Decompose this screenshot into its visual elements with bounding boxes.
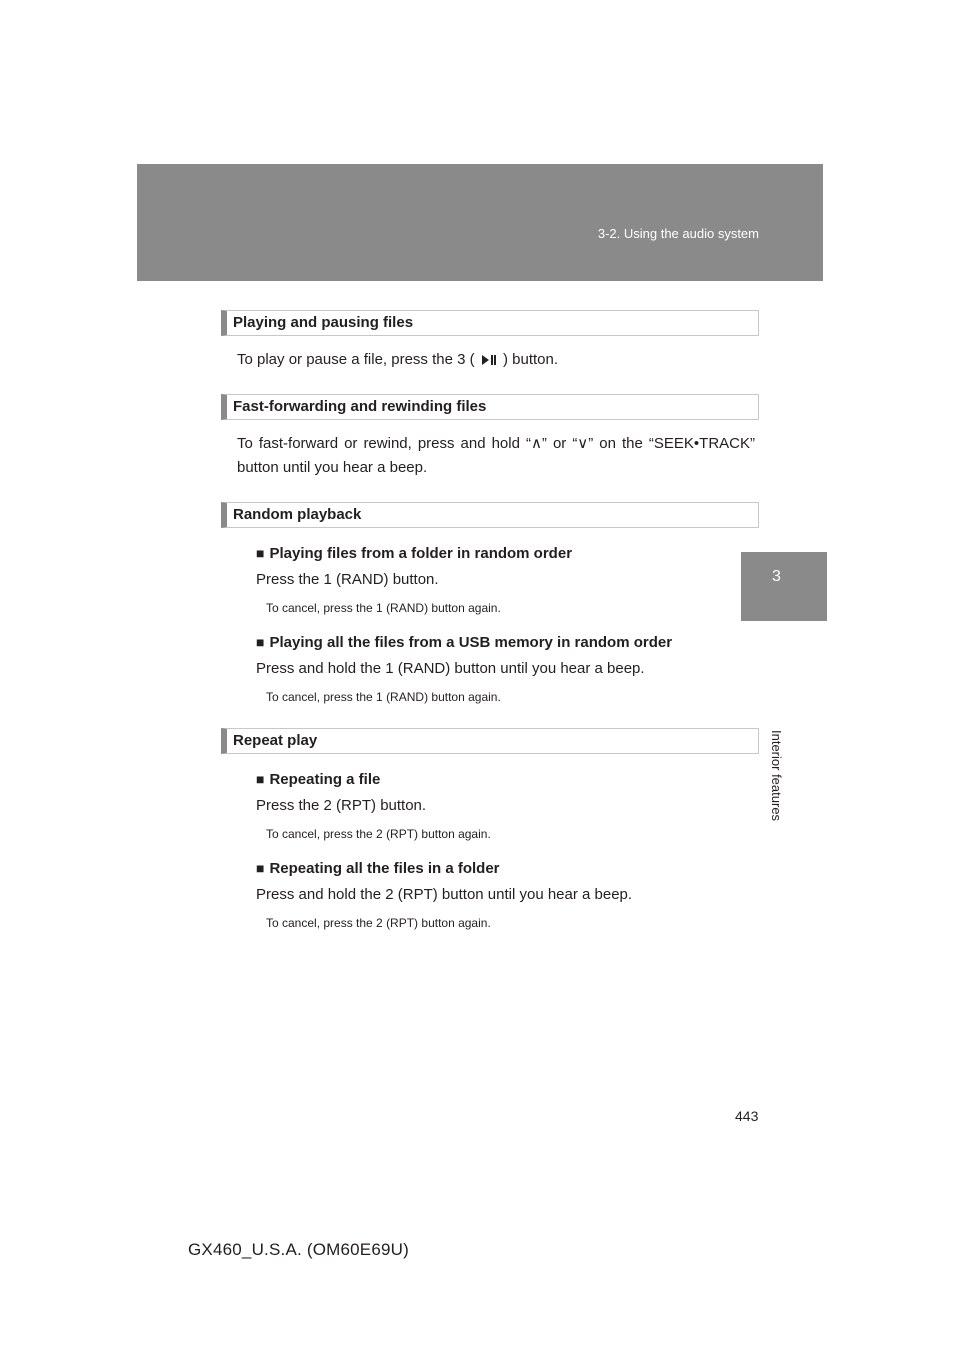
square-bullet-icon: ■ [256,634,265,650]
chapter-number: 3 [772,568,781,585]
random-usb-instruction: Press and hold the 1 (RAND) button until you hear a beep. [256,660,645,677]
random-folder-instruction: Press the 1 (RAND) button. [256,571,439,588]
section-heading-play-pause: Playing and pausing files [221,310,759,336]
random-usb-note: To cancel, press the 1 (RAND) button again. [266,690,501,704]
repeat-file-instruction: Press the 2 (RPT) button. [256,797,427,814]
repeat-bullet-folder: ■ Repeating all the files in a folder [256,857,759,880]
section-heading-random: Random playback [221,502,759,528]
ff-rw-text: To fast-forward or rewind, press and hold “∧” or “∨” on the “SEEK•TRACK” button until you hear a beep. [237,435,755,476]
repeat-bullet-file: ■ Repeating a file [256,768,759,791]
page-number: 443 [735,1108,759,1124]
square-bullet-icon: ■ [256,771,265,787]
section-heading-repeat: Repeat play [221,728,759,754]
random-folder-note: To cancel, press the 1 (RAND) button again. [266,601,501,615]
header-band [137,164,823,281]
play-pause-text-after: ) button. [502,351,559,368]
play-pause-icon [482,355,496,365]
repeat-file-note: To cancel, press the 2 (RPT) button again. [266,827,491,841]
play-pause-text [237,348,755,372]
section-heading-ff-rw: Fast-forwarding and rewinding files [221,394,759,420]
play-pause-text-before: To play or pause a file, press the 3 ( [237,351,475,368]
repeat-folder-note: To cancel, press the 2 (RPT) button again. [266,916,491,930]
repeat-folder-instruction: Press and hold the 2 (RPT) button until you hear a beep. [256,886,633,903]
chapter-side-label: Interior features [769,730,784,822]
random-bullet-usb: ■ Playing all the files from a USB memory in random order [256,631,759,654]
square-bullet-icon: ■ [256,860,265,876]
random-bullet-folder: ■ Playing files from a folder in random order [256,542,759,565]
square-bullet-icon: ■ [256,545,265,561]
section-label: 3-2. Using the audio system [597,226,759,241]
footer-code: GX460_U.S.A. (OM60E69U) [188,1240,409,1259]
page-content [221,310,759,932]
